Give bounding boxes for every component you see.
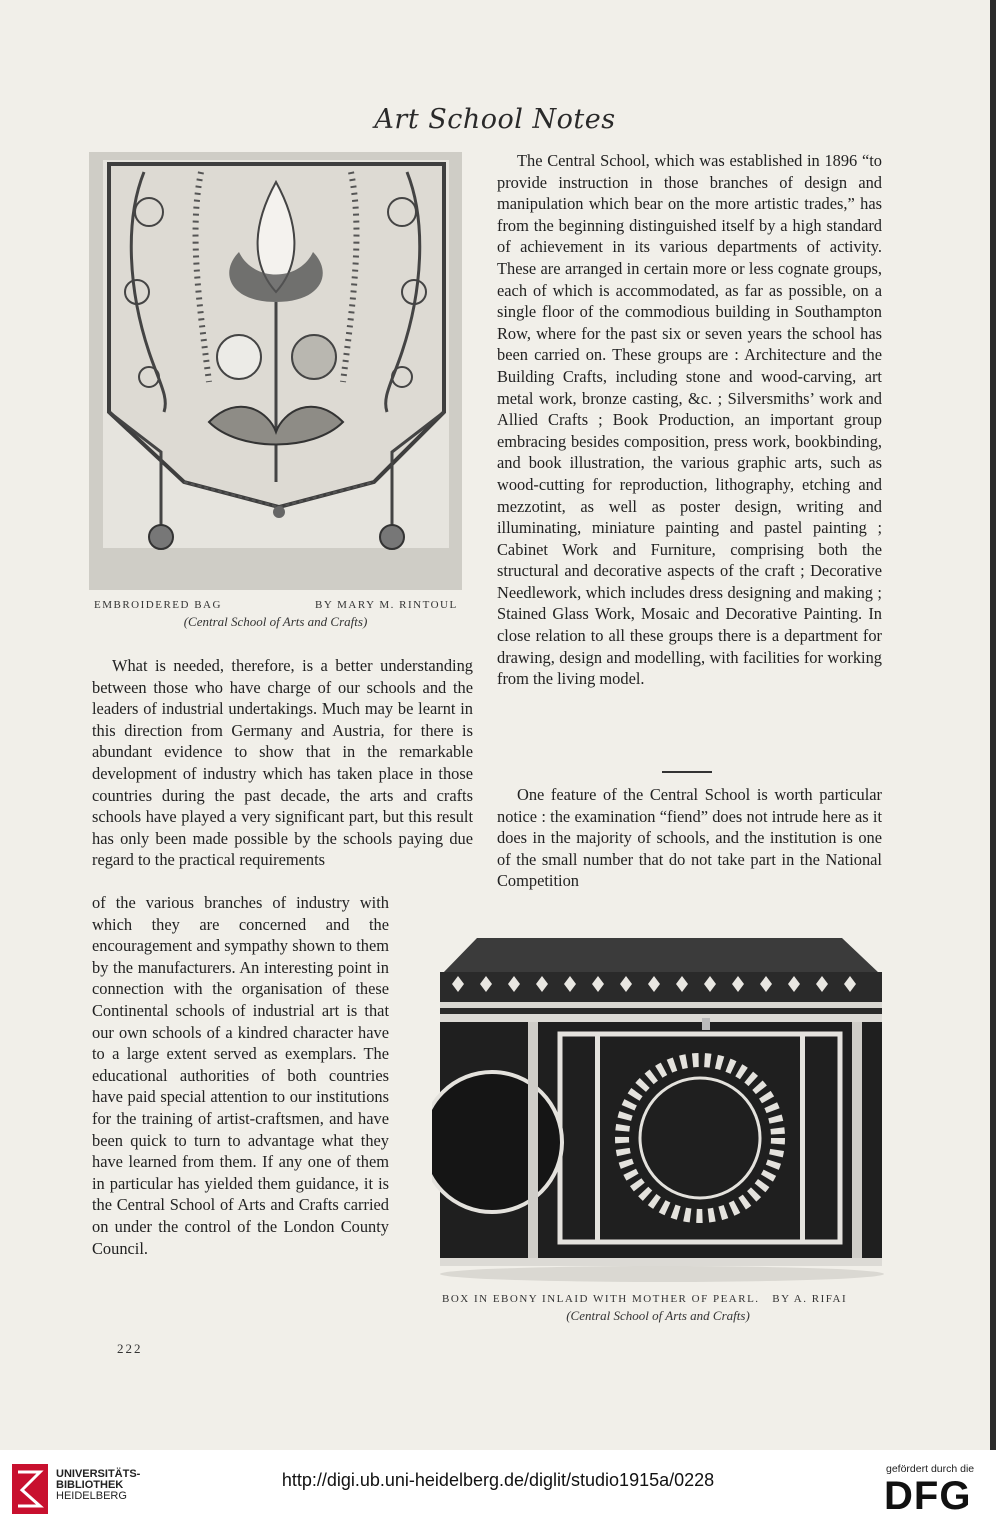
permalink-link[interactable]: http://digi.ub.uni-heidelberg.de/diglit/studio1915a/0228: [281, 1470, 715, 1490]
library-line-1: UNIVERSITÄTS-: [56, 1468, 141, 1480]
box-caption-source: (Central School of Arts and Crafts): [566, 1308, 750, 1323]
dfg-logo: DFG: [884, 1474, 972, 1518]
page-edge: [990, 0, 996, 1450]
ebony-box-image: [432, 922, 884, 1292]
bag-caption-source: (Central School of Arts and Crafts): [183, 614, 368, 629]
section-divider: [662, 771, 712, 773]
left-column-text: [92, 655, 473, 871]
right-paragraph-1: The Central School, which was established in 1896 “to provide instruction in those branches of design and manipulation which bear on the more artistic trades,” has from the beginning distinguished itself by a high standard of achievement in its various departments of activity. These are arranged in certain more or less cognate groups, each of which is accommodated, as far as possible, on a single floor of the commodious building in Southampton Row, where for the past six or seven years the school has been carried on. These groups are : Architecture and the Building Crafts, including stone and wood-carving, art metal work, bronze casting, &c. ; Silversmiths’ work and Allied Crafts ; Book Production, an important group embracing besides composition, press work, bookbinding, and book illustration, the various graphic arts, such as wood-cutting for reproduction, lithography, etching and mezzotint, as well as poster design, writing and illuminating, miniature painting and pastel painting ; Cabinet Work and Furniture, comprising both the structural and decorative aspects of the craft ; Decorative Needlework, which includes dress designing and making ; Stained Glass Work, Mosaic and Decorative Painting. In close relation to all these groups there is a department for drawing, design and modelling, with facilities for working from the living model.: [497, 151, 882, 689]
right-paragraph-2: One feature of the Central School is worth particular notice : the examination “fiend” does not intrude here as it does in the majority of schools, and the institution is one of the small number that do not take part in the National Competition: [497, 785, 882, 891]
bag-caption-author: BY MARY M. RINTOUL: [315, 599, 458, 611]
box-caption-title: BOX IN EBONY INLAID WITH MOTHER OF PEARL. BY A. RIFAI: [442, 1293, 848, 1305]
page-heading: Art School Notes: [374, 104, 616, 135]
bag-caption-title: EMBROIDERED BAG: [94, 599, 222, 611]
page-number: 222: [117, 1341, 143, 1356]
left-paragraph-top: What is needed, therefore, is a better understanding between those who have charge of our schools and the leaders of industrial undertakings. Much may be learnt in this direction from Germany and Austria, for there is abundant evidence to show that in the remarkable development of industry which has taken place in those countries during the past decade, the arts and crafts schools have played a very significant part, but this result has only been made possible by the schools paying due regard to the practical requirements: [92, 656, 473, 870]
left-column-narrow-text: [92, 892, 389, 1259]
right-column-text: [497, 150, 882, 690]
embroidered-bag-image: [89, 152, 462, 590]
library-line-2: BIBLIOTHEK: [56, 1479, 124, 1491]
funding-label: gefördert durch die: [886, 1463, 975, 1475]
library-line-3: HEIDELBERG: [56, 1490, 127, 1502]
right-column-continued: [497, 784, 882, 892]
left-paragraph-bottom: of the various branches of industry with which they are concerned and the encouragement and sympathy shown to them by the manufacturers. An interesting point in connection with the organisation of these Continental schools of industrial art is that our own schools of a kindred character have to a large extent served as exemplars. The educational authorities of both countries have paid special attention to our institutions for the training of artist-craftsmen, and have been quick to turn to advantage what they have learned from them. If any one of them in particular has yielded them guidance, it is the Central School of Arts and Crafts carried on under the control of the London County Council.: [92, 893, 389, 1258]
